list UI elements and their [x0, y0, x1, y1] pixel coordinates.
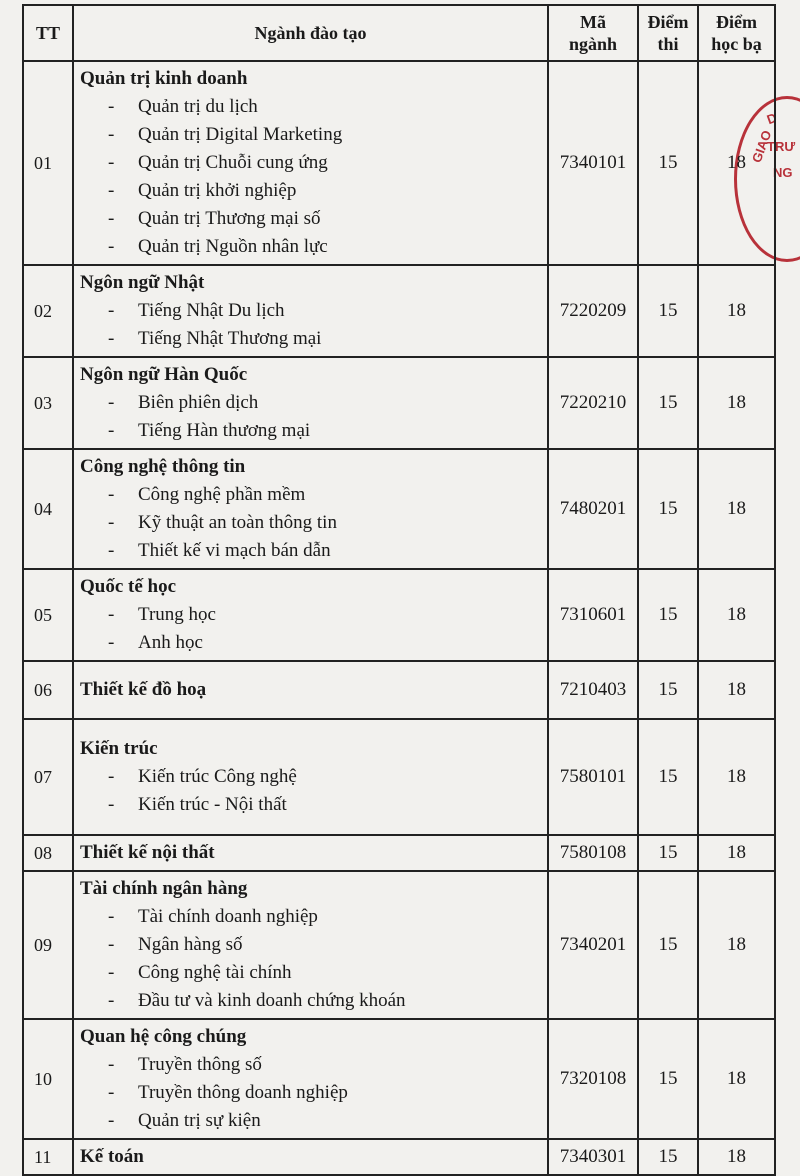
majors-table — [22, 4, 776, 1176]
major-cell — [73, 719, 548, 835]
major-code: 7340101 — [548, 61, 638, 265]
specialization-item: - Tiếng Hàn thương mại — [80, 417, 543, 445]
specialization-list — [80, 1051, 543, 1135]
row-number: 09 — [23, 871, 73, 1019]
major-code: 7340301 — [548, 1139, 638, 1175]
specialization-item: - Tiếng Nhật Du lịch — [80, 297, 543, 325]
major-code: 7310601 — [548, 569, 638, 661]
major-name: Ngôn ngữ Hàn Quốc — [80, 364, 248, 385]
specialization-list — [80, 903, 543, 1015]
specialization-item: - Quản trị Chuỗi cung ứng — [80, 149, 543, 177]
row-number: 10 — [23, 1019, 73, 1139]
table-row — [23, 661, 775, 719]
exam-score: 15 — [638, 1139, 698, 1175]
specialization-item: - Anh học — [80, 629, 543, 657]
specialization-list — [80, 297, 543, 353]
record-score: 18 — [698, 569, 775, 661]
row-number: 03 — [23, 357, 73, 449]
row-number: 02 — [23, 265, 73, 357]
header-tt: TT — [23, 5, 73, 61]
table-row — [23, 719, 775, 835]
exam-score: 15 — [638, 835, 698, 871]
specialization-item: - Công nghệ phần mềm — [80, 481, 543, 509]
major-name: Tài chính ngân hàng — [80, 878, 248, 899]
specialization-item: - Kiến trúc Công nghệ — [80, 763, 543, 791]
specialization-item: - Công nghệ tài chính — [80, 959, 543, 987]
record-score: 18 — [698, 265, 775, 357]
table-row — [23, 61, 775, 265]
row-number: 08 — [23, 835, 73, 871]
exam-score: 15 — [638, 569, 698, 661]
record-score: 18 — [698, 449, 775, 569]
major-code: 7580101 — [548, 719, 638, 835]
major-code: 7210403 — [548, 661, 638, 719]
specialization-item: - Quản trị Digital Marketing — [80, 121, 543, 149]
specialization-item: - Đầu tư và kinh doanh chứng khoán — [80, 987, 543, 1015]
major-code: 7220209 — [548, 265, 638, 357]
exam-score: 15 — [638, 357, 698, 449]
major-name: Quan hệ công chúng — [80, 1026, 247, 1047]
major-name: Thiết kế đồ hoạ — [80, 679, 207, 700]
header-name: Ngành đào tạo — [73, 5, 548, 61]
specialization-item: - Quản trị sự kiện — [80, 1107, 543, 1135]
header-exam-score: Điểm thi — [638, 5, 698, 61]
record-score: 18 — [698, 661, 775, 719]
major-cell — [73, 835, 548, 871]
table-row — [23, 835, 775, 871]
exam-score: 15 — [638, 449, 698, 569]
major-cell — [73, 61, 548, 265]
table-row — [23, 357, 775, 449]
record-score: 18 — [698, 1139, 775, 1175]
major-cell — [73, 265, 548, 357]
major-code: 7220210 — [548, 357, 638, 449]
table-row — [23, 569, 775, 661]
record-score: 18 — [698, 61, 775, 265]
row-number: 06 — [23, 661, 73, 719]
major-cell — [73, 449, 548, 569]
specialization-list — [80, 389, 543, 445]
major-name: Ngôn ngữ Nhật — [80, 272, 205, 293]
record-score: 18 — [698, 719, 775, 835]
record-score: 18 — [698, 835, 775, 871]
table-row — [23, 449, 775, 569]
specialization-list — [80, 481, 543, 565]
specialization-item: - Truyền thông doanh nghiệp — [80, 1079, 543, 1107]
exam-score: 15 — [638, 61, 698, 265]
specialization-item: - Quản trị Thương mại số — [80, 205, 543, 233]
specialization-item: - Thiết kế vi mạch bán dẫn — [80, 537, 543, 565]
major-cell — [73, 871, 548, 1019]
official-stamp: D GIAO TRƯ NG — [734, 96, 800, 262]
header-code: Mã ngành — [548, 5, 638, 61]
specialization-item: - Trung học — [80, 601, 543, 629]
row-number: 11 — [23, 1139, 73, 1175]
header-record-score: Điểm học bạ — [698, 5, 775, 61]
table-row — [23, 871, 775, 1019]
major-cell — [73, 661, 548, 719]
major-name: Công nghệ thông tin — [80, 456, 246, 477]
major-code: 7480201 — [548, 449, 638, 569]
row-number: 07 — [23, 719, 73, 835]
major-name: Quản trị kinh doanh — [80, 68, 248, 89]
major-name: Kiến trúc — [80, 738, 158, 759]
specialization-item: - Tiếng Nhật Thương mại — [80, 325, 543, 353]
specialization-item: - Kỹ thuật an toàn thông tin — [80, 509, 543, 537]
exam-score: 15 — [638, 661, 698, 719]
record-score: 18 — [698, 871, 775, 1019]
specialization-item: - Truyền thông số — [80, 1051, 543, 1079]
specialization-item: - Quản trị Nguồn nhân lực — [80, 233, 543, 261]
specialization-item: - Biên phiên dịch — [80, 389, 543, 417]
table-row — [23, 1019, 775, 1139]
exam-score: 15 — [638, 265, 698, 357]
major-cell — [73, 569, 548, 661]
table-row — [23, 1139, 775, 1175]
major-code: 7320108 — [548, 1019, 638, 1139]
major-cell — [73, 1139, 548, 1175]
specialization-list — [80, 763, 543, 819]
row-number: 04 — [23, 449, 73, 569]
major-code: 7580108 — [548, 835, 638, 871]
major-name: Quốc tế học — [80, 576, 177, 597]
header-row — [23, 5, 775, 61]
exam-score: 15 — [638, 871, 698, 1019]
row-number: 01 — [23, 61, 73, 265]
specialization-item: - Tài chính doanh nghiệp — [80, 903, 543, 931]
record-score: 18 — [698, 1019, 775, 1139]
major-code: 7340201 — [548, 871, 638, 1019]
specialization-item: - Quản trị du lịch — [80, 93, 543, 121]
major-cell — [73, 1019, 548, 1139]
record-score: 18 — [698, 357, 775, 449]
exam-score: 15 — [638, 719, 698, 835]
major-name: Kế toán — [80, 1146, 144, 1167]
specialization-item: - Quản trị khởi nghiệp — [80, 177, 543, 205]
specialization-item: - Kiến trúc - Nội thất — [80, 791, 543, 819]
specialization-list — [80, 93, 543, 261]
major-cell — [73, 357, 548, 449]
table-row — [23, 265, 775, 357]
specialization-list — [80, 601, 543, 657]
exam-score: 15 — [638, 1019, 698, 1139]
major-name: Thiết kế nội thất — [80, 842, 215, 863]
specialization-item: - Ngân hàng số — [80, 931, 543, 959]
row-number: 05 — [23, 569, 73, 661]
